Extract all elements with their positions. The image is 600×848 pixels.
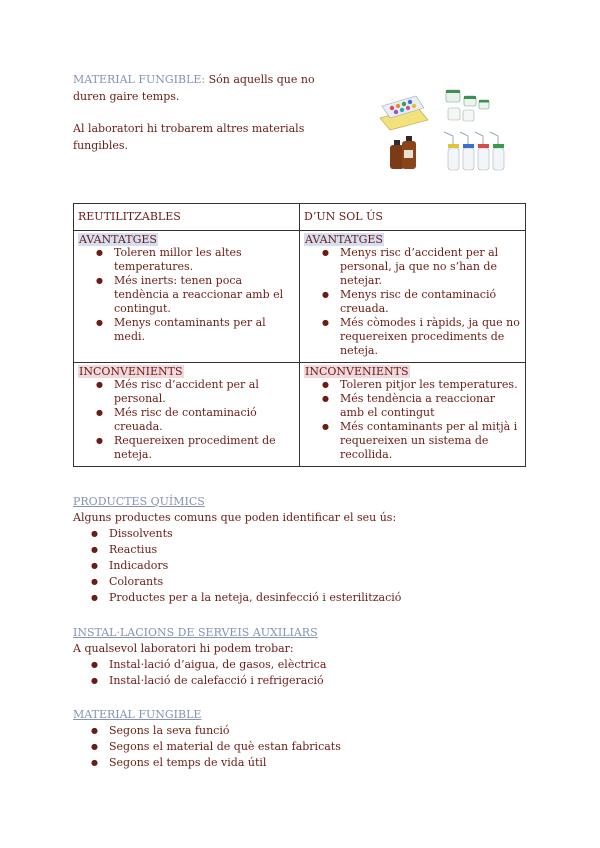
pipette-tips-box-image [380,96,428,130]
section-heading: INSTAL·LACIONS DE SERVEIS AUXILIARS [73,626,318,639]
table-header-row [74,204,526,231]
amber-bottles-image [390,136,416,169]
list-item: ● Requereixen procediment de neteja. [78,434,295,462]
single-use-advantages-list [304,246,521,358]
list-item: ● Menys contaminants per al medi. [78,316,295,344]
table-row-advantages [74,231,526,363]
intro-paragraph-1 [73,71,348,105]
intro-text-1: Són aquells que no duren gaire temps. [73,73,315,103]
list-item: ● Més tendència a reaccionar amb el contingut [304,392,521,420]
list-item: ● Més contaminants per al mitjà i requereixen un sistema de recollida. [304,420,521,462]
list-item: ● Segons la seva funció [73,723,533,739]
list-item: ● Productes per a la neteja, desinfecció i esterilització [73,590,533,606]
lab-materials-images [378,88,528,178]
reusable-disadvantages-list [78,378,295,462]
installations-list [73,657,533,689]
section-heading: MATERIAL FUNGIBLE [73,708,202,721]
section-lead: A qualsevol laboratori hi podem trobar: [73,642,294,655]
single-use-disadvantages-list [304,378,521,462]
list-item: ● Més risc de contaminació creuada. [78,406,295,434]
intro-paragraph-2: Al laboratori hi trobarem altres materials fungibles. [73,122,305,152]
list-item: ● Toleren millor les altes temperatures. [78,246,295,274]
col-header-reusable: REUTILITZABLES [74,204,300,231]
reusable-advantages-list [78,246,295,344]
list-item: ● Més còmodes i ràpids, ja que no requereixen procediments de neteja. [304,316,521,358]
list-item: ● Més risc d’accident per al personal. [78,378,295,406]
fungible-list [73,723,533,771]
disadvantages-label: INCONVENIENTS [305,365,409,378]
col-header-single-use: D’UN SOL ÚS [300,204,526,231]
list-item: ● Toleren pitjor les temperatures. [304,378,521,392]
table-row-disadvantages [74,363,526,467]
comparison-table [73,203,526,467]
intro-block [73,71,348,169]
wash-bottles-image [444,132,504,170]
disadvantages-label: INCONVENIENTS [79,365,183,378]
list-item: ● Segons el temps de vida útil [73,755,533,771]
section-chemical-products [73,494,533,606]
section-lead: Alguns productes comuns que poden identificar el seu ús: [73,511,397,524]
list-item: ● Menys risc de contaminació creuada. [304,288,521,316]
advantages-label: AVANTATGES [305,233,383,246]
intro-label: MATERIAL FUNGIBLE: [73,73,206,86]
cell-single-use-disadvantages [300,363,526,467]
list-item: ● Reactius [73,542,533,558]
products-list [73,526,533,606]
section-fungible-material [73,707,533,771]
cell-reusable-advantages [74,231,300,363]
advantages-label: AVANTATGES [79,233,157,246]
section-auxiliary-installations [73,625,533,689]
cell-single-use-advantages [300,231,526,363]
list-item: ● Instal·lació de calefacció i refrigeració [73,673,533,689]
plastic-containers-image [446,90,489,121]
list-item: ● Dissolvents [73,526,533,542]
list-item: ● Més inerts: tenen poca tendència a reaccionar amb el contingut. [78,274,295,316]
cell-reusable-disadvantages [74,363,300,467]
list-item: ● Menys risc d’accident per al personal, ja que no s’han de netejar. [304,246,521,288]
section-heading: PRODUCTES QUÍMICS [73,495,205,508]
list-item: ● Segons el material de què estan fabricats [73,739,533,755]
list-item: ● Colorants [73,574,533,590]
list-item: ● Indicadors [73,558,533,574]
list-item: ● Instal·lació d’aigua, de gasos, elèctrica [73,657,533,673]
